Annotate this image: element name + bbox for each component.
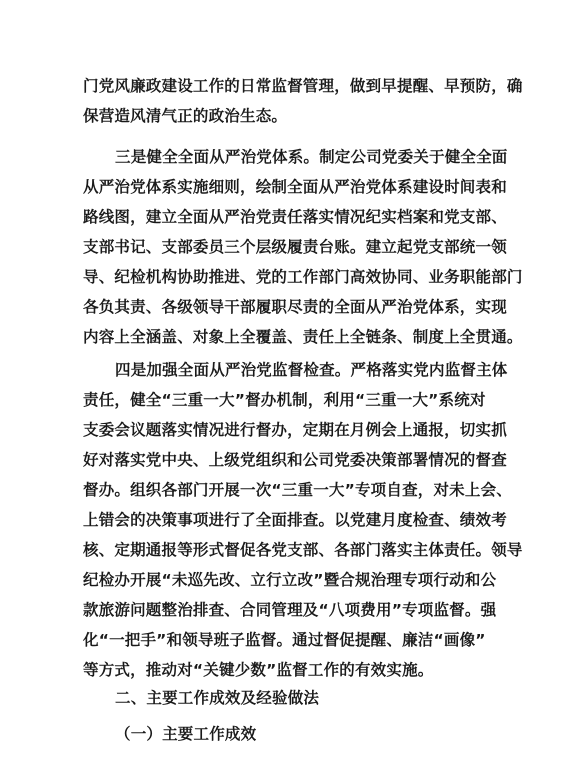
subsection-heading: （一）主要工作成效 — [115, 725, 257, 743]
text-line: 保营造风清气正的政治生态。 — [83, 107, 288, 125]
text-line: 导、纪检机构协助推进、党的工作部门高效协同、业务职能部门 — [83, 268, 523, 286]
text-line: 责任，健全“三重一大”督办机制，利用“三重一大”系统对 — [83, 391, 486, 409]
text-line: 核、定期通报等形式督促各党支部、各部门落实主体责任。领导 — [83, 541, 523, 559]
paragraph-start-line: 四是加强全面从严治党监督检查。严格落实党内监督主体 — [115, 361, 508, 379]
text-line: 从严治党体系实施细则，绘制全面从严治党体系建设时间表和 — [83, 178, 507, 196]
text-line: 化“一把手”和领导班子监督。通过督促提醒、廉洁“画像” — [83, 631, 486, 649]
text-line: 等方式，推动对“关键少数”监督工作的有效实施。 — [83, 661, 434, 679]
text-line: 督办。组织各部门开展一次“三重一大”专项自查，对未上会、 — [83, 481, 512, 499]
text-line: 款旅游问题整治排查、合同管理及“八项费用”专项监督。强 — [83, 601, 497, 619]
text-line: 路线图，建立全面从严治党责任落实情况纪实档案和党支部、 — [83, 208, 507, 226]
text-line: 各负其责、各级领导干部履职尽责的全面从严治党体系，实现 — [83, 298, 507, 316]
text-line: 支委会议题落实情况进行督办，定期在月例会上通报，切实抓 — [83, 421, 507, 439]
text-line: 门党风廉政建设工作的日常监督管理，做到早提醒、早预防，确 — [83, 77, 523, 95]
text-line: 上错会的决策事项进行了全面排查。以党建月度检查、绩效考 — [83, 511, 507, 529]
text-line: 支部书记、支部委员三个层级履责台账。建立起党支部统一领 — [83, 238, 507, 256]
text-line: 纪检办开展“未巡先改、立行立改”暨合规治理专项行动和公 — [83, 571, 497, 589]
section-heading: 二、主要工作成效及经验做法 — [115, 689, 320, 707]
text-line: 内容上全涵盖、对象上全覆盖、责任上全链条、制度上全贯通。 — [83, 328, 523, 346]
text-line: 好对落实党中央、上级党组织和公司党委决策部署情况的督查 — [83, 451, 507, 469]
paragraph-start-line: 三是健全全面从严治党体系。制定公司党委关于健全全面 — [115, 148, 508, 166]
